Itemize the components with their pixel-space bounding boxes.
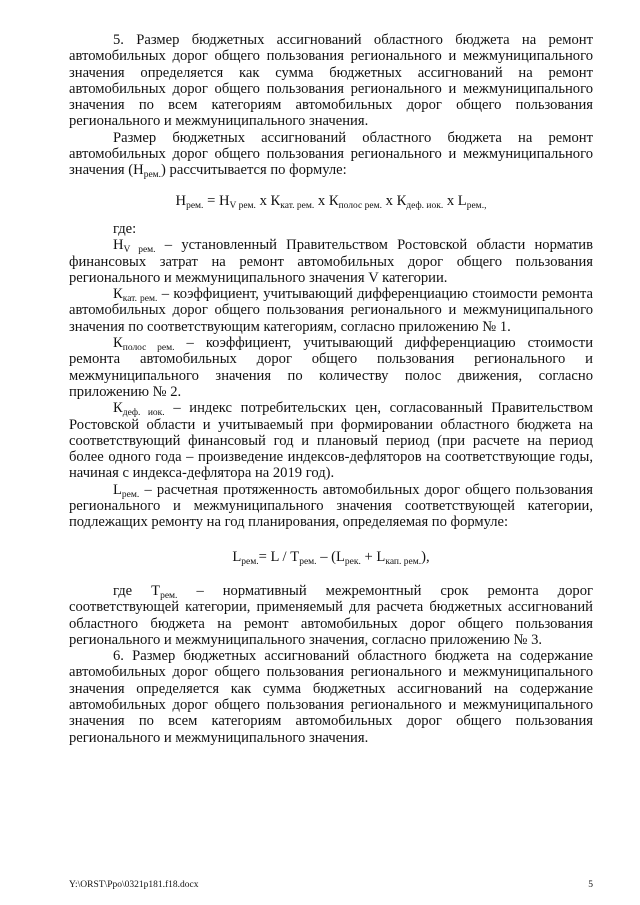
- trem-text: – нормативный межремонтный срок ремонта дорог соответствующей категории, применяемый для расчета бюджетных ассигнований областного бюджета на ремонт автомобильных дорог общего пользования регионального и межмуниципального значения, согласно приложению № 3.: [69, 582, 593, 648]
- f1-b-sub: V рем.: [229, 200, 256, 211]
- hv-sub: V рем.: [123, 245, 156, 256]
- file-path: Y:\ORST\Ppo\0321p181.f18.docx: [69, 880, 199, 890]
- f1-c: х К: [255, 192, 281, 209]
- where-label: где:: [113, 220, 137, 237]
- f2-a: L: [232, 548, 242, 565]
- page-number: 5: [588, 880, 593, 890]
- definition-k-kat: [69, 286, 593, 335]
- intro-text-end: ) рассчитывается по формуле:: [161, 162, 347, 179]
- hv-symbol: Н: [113, 237, 124, 254]
- definition-t-rem: [69, 583, 593, 648]
- definition-hv-rem: [69, 237, 593, 286]
- f1-a-sub: рем.: [186, 200, 204, 211]
- kpol-sub: полос рем.: [122, 343, 175, 354]
- f2-c-sub: рек.: [344, 556, 361, 567]
- f2-b: = L / Т: [258, 548, 300, 565]
- f2-a-sub: рем.: [241, 556, 259, 567]
- formula-h-rem: [69, 193, 593, 209]
- definition-k-def: [69, 400, 593, 481]
- kkat-symbol: К: [113, 286, 123, 303]
- lrem-text: – расчетная протяженность автомобильных дорог общего пользования регионального и межмуниципального значения соответствующей категории, подлежащих ремонту на год планирования, определяемая по формуле:: [69, 481, 593, 531]
- f1-e: х К: [381, 192, 407, 209]
- f1-a: Н: [175, 192, 187, 209]
- f2-d-sub: кап. рем.: [385, 556, 422, 567]
- trem-prefix: где Т: [113, 582, 161, 599]
- kdef-text: – индекс потребительских цен, согласованный Правительством Ростовской области и учитываемый при формировании областного бюджета на соответствующий финансовый год и плановый период (при расчете на период более одного года – произведение индексов-дефляторов на соответствующие годы, начиная с индекса-дефлятора на 2019 год).: [69, 400, 594, 482]
- kpol-text: – коэффициент, учитывающий дифференциацию стоимости ремонта автомобильных дорог общего пользования регионального и межмуниципального значения по количеству полос движения, согласно приложению № 2.: [69, 335, 593, 400]
- f2-b-sub: рем.: [299, 556, 317, 567]
- page-footer: [69, 880, 593, 890]
- f1-d-sub: полос рем.: [338, 200, 382, 211]
- f2-e: ),: [421, 548, 430, 565]
- paragraph-6: 6. Размер бюджетных ассигнований областного бюджета на содержание автомобильных дорог общего пользования регионального и межмуниципального значения определяется как сумма бюджетных ассигнований на содержание автомобильных дорог общего пользования регионального и межмуниципального значения по всем категориям автомобильных дорог общего пользования регионального и межмуниципального значения.: [69, 648, 593, 746]
- formula-l-rem: [69, 549, 593, 565]
- hv-text: – установленный Правительством Ростовской области норматив финансовых затрат на ремонт автомобильных дорог общего пользования регионального и межмуниципального значения V категории.: [69, 237, 593, 286]
- trem-sub: рем.: [160, 590, 178, 601]
- f1-d: х К: [314, 192, 339, 209]
- paragraph-5: 5. Размер бюджетных ассигнований областного бюджета на ремонт автомобильных дорог общего пользования регионального и межмуниципального значения определяется как сумма бюджетных ассигнований на ремонт автомобильных дорог общего пользования регионального и межмуниципального значения по всем категориям автомобильных дорог общего пользования регионального и межмуниципального значения.: [69, 32, 593, 130]
- f1-b: = Н: [203, 192, 230, 209]
- kkat-sub: кат. рем.: [122, 294, 158, 305]
- kpol-symbol: К: [113, 335, 123, 352]
- kdef-sub: деф. иок.: [122, 408, 165, 419]
- symbol-h-rem: Н: [133, 162, 144, 179]
- f1-f: х L: [443, 192, 467, 209]
- f1-c-sub: кат. рем.: [280, 200, 315, 211]
- definition-k-polos: [69, 335, 593, 400]
- document-page: [69, 32, 593, 746]
- intro-text: Размер бюджетных ассигнований областного бюджета на ремонт автомобильных дорог общего пользования регионального и межмуниципального значения (: [69, 129, 593, 179]
- f1-f-sub: рем.,: [466, 200, 487, 211]
- kdef-symbol: К: [113, 400, 123, 417]
- definition-l-rem: [69, 482, 593, 531]
- kkat-text: – коэффициент, учитывающий дифференциацию стоимости ремонта автомобильных дорог общего пользования регионального и межмуниципального значения по соответствующим категориям, согласно приложению № 1.: [69, 286, 594, 335]
- paragraph-formula-intro: [69, 130, 593, 179]
- lrem-symbol: L: [113, 481, 122, 498]
- lrem-sub: рем.: [121, 489, 140, 500]
- f2-d: + L: [360, 548, 386, 565]
- f2-c: – (L: [316, 548, 345, 565]
- f1-e-sub: деф. иок.: [406, 200, 444, 211]
- symbol-h-rem-sub: рем.: [143, 170, 162, 181]
